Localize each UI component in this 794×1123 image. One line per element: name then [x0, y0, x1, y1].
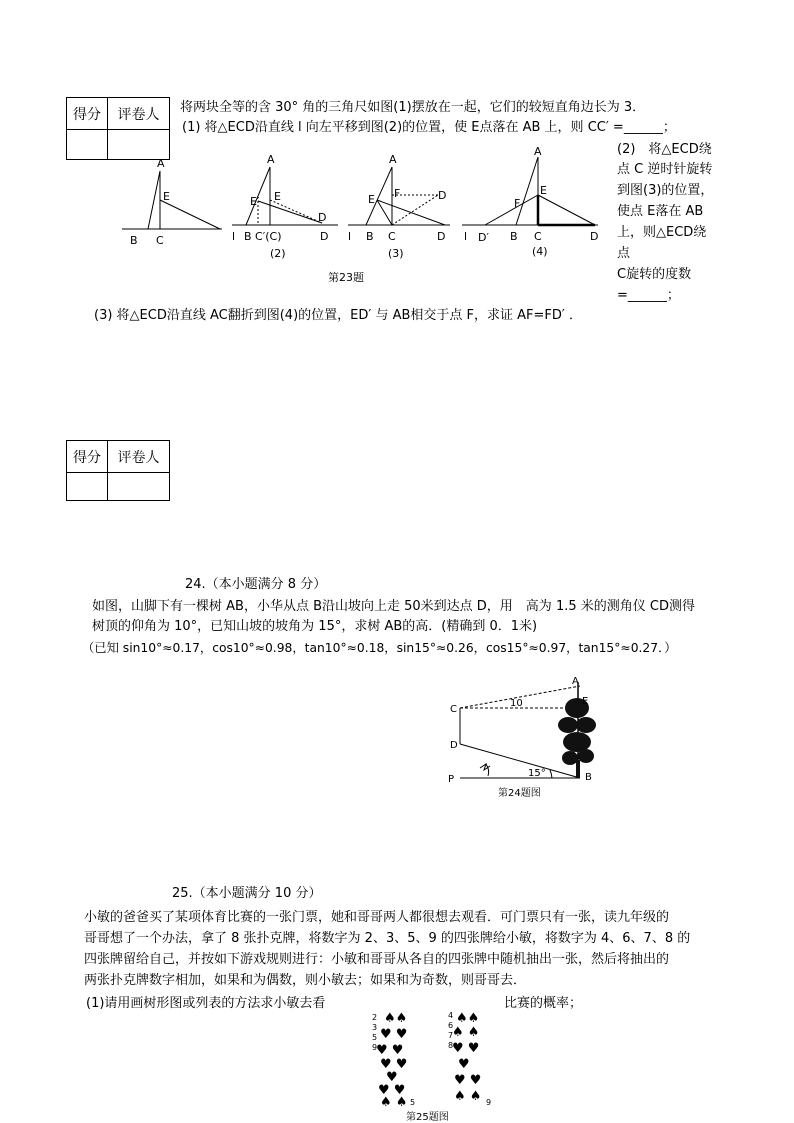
fig3-label-l: l [348, 230, 352, 243]
fig1-label-A: A [157, 157, 165, 170]
fig4-label-E: E [540, 184, 547, 197]
q24-line3: （已知 sin10°≈0.17，cos10°≈0.98，tan10°≈0.18，sin15°≈0.26，cos15°≈0.97，tan15°≈0.27．） [82, 641, 677, 655]
fig4-label-D1: D′ [478, 231, 489, 244]
grader-header: 评卷人 [108, 98, 170, 130]
q25-line3: 四张牌留给自己，并按如下游戏规则进行：小敏和哥哥从各自的四张牌中随机抽出一张，然后将抽出的 [84, 952, 670, 967]
spade-icon: ♠ ♠ [452, 1025, 480, 1040]
grader-cell[interactable] [108, 473, 170, 501]
q23-part2-line: =______； [617, 288, 680, 303]
q25-cards-figure [362, 1008, 502, 1123]
heart-icon: ♥ [386, 1070, 398, 1085]
fig4-label-l: l [464, 230, 468, 243]
fig2-label-A: A [267, 153, 275, 166]
q23-part2-line: (2) 将△ECD绕 [617, 142, 712, 157]
fig4-sublabel: (4) [532, 245, 548, 258]
q23-caption: 第23题 [328, 271, 364, 284]
spade-icon: ♠ ♠ [454, 1089, 482, 1104]
spade-icon: ♠ ♠ [380, 1095, 408, 1110]
card-left-bottom-number: 5 [410, 1098, 416, 1107]
fig2-label-D2: D [320, 230, 329, 243]
q25-line4: 两张扑克牌数字相加，如果和为偶数，则小敏去；如果和为奇数，则哥哥去． [84, 973, 527, 988]
q25-title: 25.（本小题满分 10 分） [172, 886, 322, 901]
score-table-2 [66, 440, 170, 501]
score-header: 得分 [67, 98, 108, 130]
card-right-bottom-number: 9 [486, 1098, 492, 1107]
card-left-number: 5 [372, 1033, 378, 1042]
label-D: D [450, 740, 458, 751]
card-left-number: 9 [372, 1043, 378, 1052]
q24-line2: 树顶的仰角为 10°，已知山坡的坡角为 15°，求树 AB的高．(精确到 0．1米) [92, 619, 538, 634]
heart-icon: ♥ [458, 1057, 470, 1072]
q23-part1: (1) 将△ECD沿直线 l 向左平移到图(2)的位置，使 E点落在 AB 上，则 CC′ =______； [182, 120, 676, 135]
fig3-label-E: E [368, 193, 375, 206]
spade-icon: ♠♠ [456, 1011, 480, 1026]
angle-label-10: 10 [510, 698, 523, 709]
heart-icon: ♥ ♥ [454, 1073, 482, 1088]
angle-label-15: 15° [528, 768, 546, 779]
fig2-label-BCC: B C′(C) [244, 230, 282, 243]
score-header: 得分 [67, 441, 108, 473]
card-left-number: 2 [372, 1013, 378, 1022]
label-C: C [450, 704, 457, 715]
fig2-label-E: E [274, 190, 281, 203]
label-P: P [448, 774, 455, 785]
q23-part2-line: 使点 E落在 AB [617, 204, 704, 219]
fig3-label-F: F [394, 187, 401, 200]
label-B: B [585, 772, 592, 783]
fig3-label-A: A [389, 153, 397, 166]
fig4-label-F: F [514, 197, 521, 210]
grader-header: 评卷人 [108, 441, 170, 473]
score-cell[interactable] [67, 130, 108, 160]
fig2-sublabel: (2) [270, 247, 286, 260]
card-right-number: 7 [448, 1031, 454, 1040]
q25-part1b: 比赛的概率； [504, 996, 583, 1011]
q24-figure [440, 670, 620, 805]
q24-caption: 第24题图 [498, 788, 541, 799]
score-cell[interactable] [67, 473, 108, 501]
q23-part2-line: 到图(3)的位置， [617, 183, 714, 198]
q24-title: 24.（本小题满分 8 分） [185, 577, 327, 592]
fig1-label-C: C [156, 234, 164, 247]
q23-figures [110, 145, 610, 285]
slope-line [460, 744, 580, 778]
q23-part2-line: 点 [617, 246, 631, 261]
fig1-label-E: E [163, 190, 170, 203]
fig3-label-B: B [366, 230, 374, 243]
fig2-label-D: D [318, 211, 327, 224]
heart-icon: ♥ ♥ [376, 1043, 404, 1058]
heart-icon: ♥ ♥ [378, 1083, 406, 1098]
fig1-label-B: B [130, 234, 138, 247]
card-right-number: 8 [448, 1041, 454, 1050]
card-right-number: 4 [448, 1011, 454, 1020]
fig2-label-l: l [232, 230, 236, 243]
fig4-label-D2: D [590, 230, 599, 243]
card-right-number: 6 [448, 1021, 454, 1030]
heart-icon: ♥ ♥ [380, 1027, 408, 1042]
spade-icon: ♠♠ [384, 1011, 408, 1026]
q25-caption: 第25题图 [406, 1112, 449, 1123]
fig3-sublabel: (3) [388, 247, 404, 260]
fig2-label-E1: E′ [250, 195, 260, 208]
q23-part2-line: 上，则△ECD绕 [617, 225, 707, 240]
label-A: A [572, 676, 579, 687]
q23-part3: (3) 将△ECD沿直线 AC翻折到图(4)的位置，ED′ 与 AB相交于点 F，求证 AF=FD′ ． [94, 308, 582, 323]
heart-icon: ♥ ♥ [380, 1057, 408, 1072]
fig4-label-C: C [534, 230, 542, 243]
q25-line1: 小敏的爸爸买了某项体育比赛的一张门票，她和哥哥两人都很想去观看．可门票只有一张，读九年级的 [84, 910, 670, 925]
fig3-label-D2: D [437, 230, 446, 243]
q24-line1: 如图，山脚下有一棵树 AB，小华从点 B沿山坡向上走 50米到达点 D，用 高为 1.5 米的测角仪 CD测得 [92, 599, 695, 614]
q23-part2-line: C旋转的度数 [617, 267, 692, 282]
q25-part1a: (1)请用画树形图或列表的方法求小敏去看 [86, 996, 326, 1011]
heart-icon: ♥ ♥ [452, 1041, 480, 1056]
fig4-label-A: A [534, 145, 542, 158]
card-left-number: 3 [372, 1023, 378, 1032]
q23-intro: 将两块全等的含 30° 角的三角尺如图(1)摆放在一起，它们的较短直角边长为 3． [180, 100, 646, 115]
fig4-label-B: B [510, 230, 518, 243]
tree-icon [558, 698, 596, 778]
label-E: E [582, 696, 589, 707]
q23-part2-line: 点 C 逆时针旋转 [617, 162, 713, 177]
fig3-label-D1: D [438, 189, 447, 202]
q25-line2: 哥哥想了一个办法，拿了 8 张扑克牌，将数字为 2、3、5、9 的四张牌给小敏，将数字为 4、6、7、8 的 [84, 931, 691, 946]
fig3-label-C: C [388, 230, 396, 243]
